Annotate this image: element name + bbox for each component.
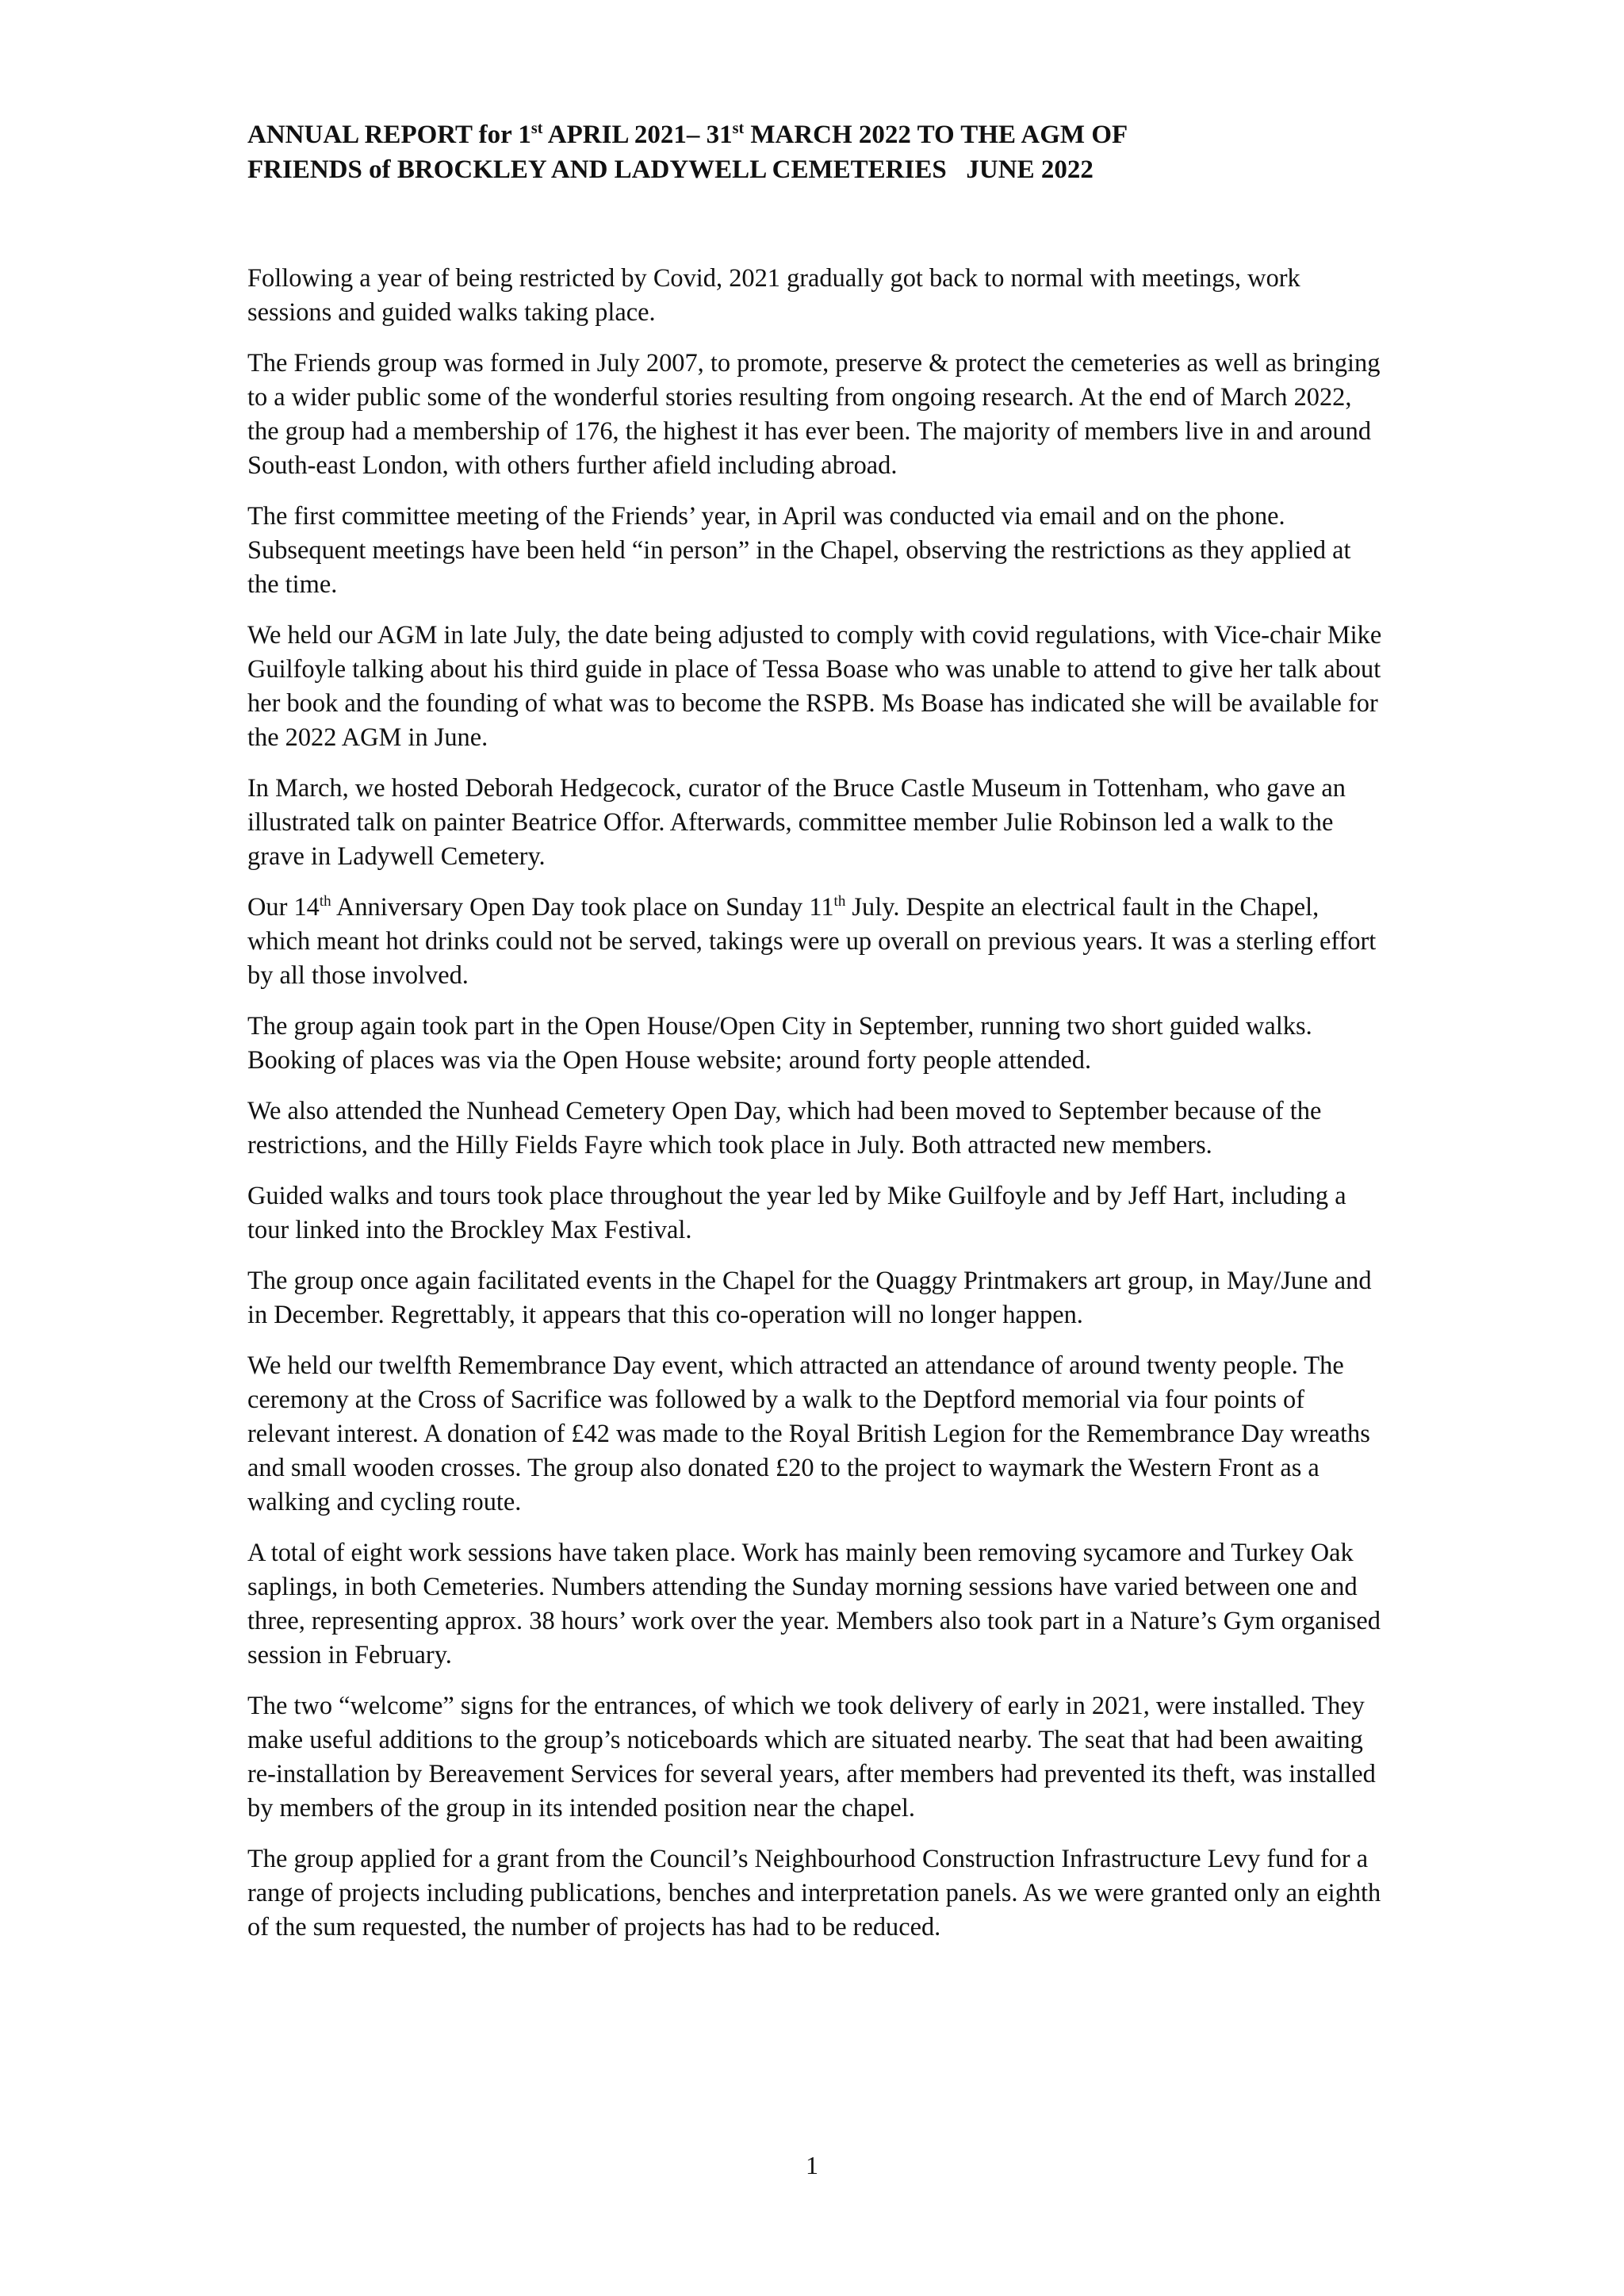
paragraph-agm: We held our AGM in late July, the date being adjusted to comply with covid regulations, with Vice-chair Mike Guilfoyle talking about his third guide in place of Tessa Boase who was unable to attend to give her talk about her book and the founding of what was to become the RSPB. Ms Boase has indicated she will be available for the 2022 AGM in June. [247,621,1382,752]
report-body [247,262,1388,1961]
paragraph-covid-recovery: Following a year of being restricted by Covid, 2021 gradually got back to normal with meetings, work sessions and guided walks taking place. [247,264,1300,327]
page-number: 1 [806,2151,818,2179]
title-line-1: ANNUAL REPORT for 1st APRIL 2021– 31st MARCH 2022 TO THE AGM OF [247,120,1128,149]
paragraph-group-formation: The Friends group was formed in July 2007, to promote, preserve & protect the cemeteries as well as bringing to a wider public some of the wonderful stories resulting from ongoing research. At the end of March 2022, the group had a membership of 176, the highest it has ever been. The majority of members live in and around South-east London, with others further afield including abroad. [247,349,1381,480]
paragraph-committee-meetings: The first committee meeting of the Friends’ year, in April was conducted via email and on the phone. Subsequent meetings have been held “in person” in the Chapel, observing the restrictions as they applied at the time. [247,502,1351,599]
paragraph-welcome-signs: The two “welcome” signs for the entrances, of which we took delivery of early in 2021, were installed. They make useful additions to the group’s noticeboards which are situated nearby. The seat that had been awaiting re-installation by Bereavement Services for several years, after members had prevented its theft, was installed by members of the group in its intended position near the chapel. [247,1692,1376,1823]
paragraph-quaggy-printmakers: The group once again facilitated events in the Chapel for the Quaggy Printmakers art group, in May/June and in December. Regrettably, it appears that this co-operation will no longer happen. [247,1267,1372,1329]
paragraph-march-talk: In March, we hosted Deborah Hedgecock, curator of the Bruce Castle Museum in Tottenham, who gave an illustrated talk on painter Beatrice Offor. Afterwards, committee member Julie Robinson led a walk to the grave in Ladywell Cemetery. [247,774,1346,871]
paragraph-open-day: Our 14th Anniversary Open Day took place on Sunday 11th July. Despite an electrical fault in the Chapel, which meant hot drinks could not be served, takings were up overall on previous years. It was a sterling effort by all those involved. [247,893,1377,990]
title-line-2: FRIENDS of BROCKLEY AND LADYWELL CEMETERIES JUNE 2022 [247,155,1094,184]
paragraph-grant-application: The group applied for a grant from the Council’s Neighbourhood Construction Infrastructure Levy fund for a range of projects including publications, benches and interpretation panels. As we were granted only an eighth of the sum requested, the number of projects has had to be reduced. [247,1845,1381,1941]
paragraph-open-house: The group again took part in the Open House/Open City in September, running two short guided walks. Booking of places was via the Open House website; around forty people attended. [247,1012,1312,1075]
paragraph-nunhead-open-day: We also attended the Nunhead Cemetery Open Day, which had been moved to September because of the restrictions, and the Hilly Fields Fayre which took place in July. Both attracted new members. [247,1097,1322,1159]
paragraph-work-sessions: A total of eight work sessions have taken place. Work has mainly been removing sycamore and Turkey Oak saplings, in both Cemeteries. Numbers attending the Sunday morning sessions have varied between one and three, representing approx. 38 hours’ work over the year. Members also took part in a Nature’s Gym organised session in February. [247,1539,1381,1669]
paragraph-remembrance-day: We held our twelfth Remembrance Day event, which attracted an attendance of around twenty people. The ceremony at the Cross of Sacrifice was followed by a walk to the Deptford memorial via four points of relevant interest. A donation of £42 was made to the Royal British Legion for the Remembrance Day wreaths and small wooden crosses. The group also donated £20 to the project to waymark the Western Front as a walking and cycling route. [247,1351,1370,1516]
paragraph-guided-walks: Guided walks and tours took place throughout the year led by Mike Guilfoyle and by Jeff Hart, including a tour linked into the Brockley Max Festival. [247,1182,1346,1244]
report-title [247,117,1405,187]
